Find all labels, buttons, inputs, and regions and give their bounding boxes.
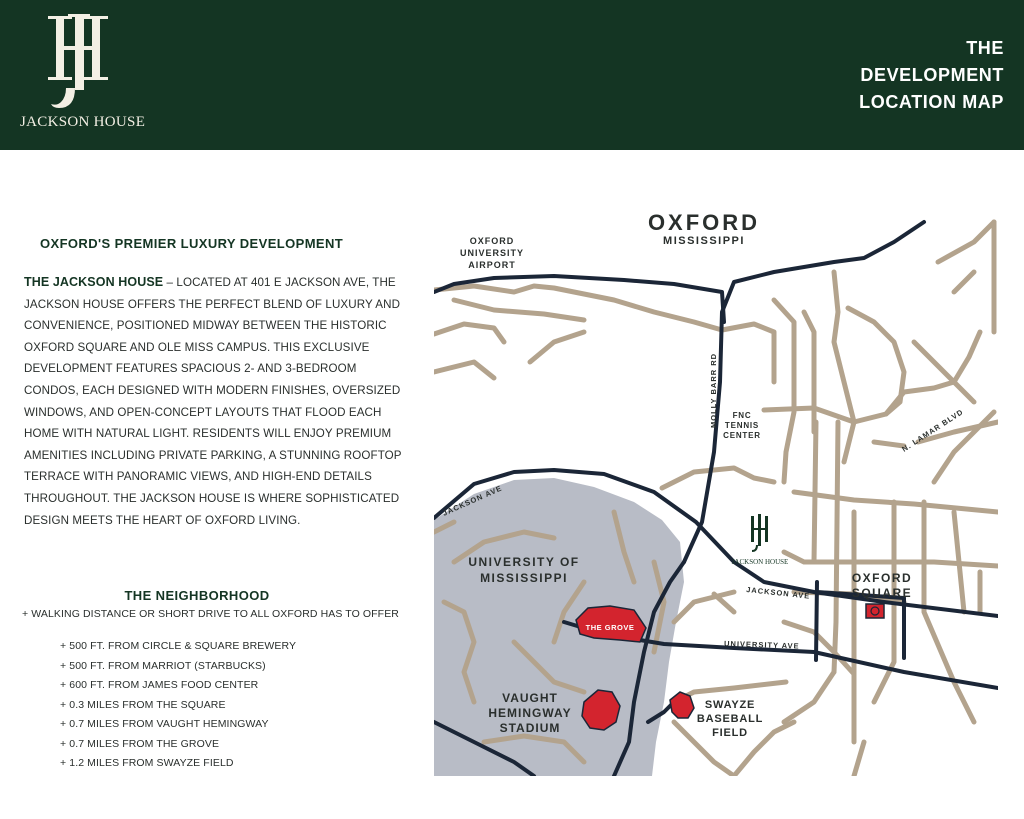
square-label-line: SQUARE xyxy=(851,586,913,600)
state-label: MISSISSIPPI xyxy=(663,235,745,247)
university-label-line: UNIVERSITY OF xyxy=(468,555,580,569)
stadium-label-line: VAUGHT xyxy=(502,691,558,705)
airport-label-line: UNIVERSITY xyxy=(459,248,525,258)
university-label-line: MISSISSIPPI xyxy=(480,571,568,585)
stadium-label-line: STADIUM xyxy=(499,721,561,735)
jackson-house-monogram-logo xyxy=(44,14,116,112)
intro-heading: OXFORD'S PREMIER LUXURY DEVELOPMENT xyxy=(40,236,344,251)
airport-label-line: AIRPORT xyxy=(468,260,516,270)
baseball-label-line: BASEBALL xyxy=(696,713,764,725)
neighborhood-heading: THE NEIGHBORHOOD xyxy=(124,588,270,603)
title-line: LOCATION MAP xyxy=(859,92,1004,112)
jackson-ave-east-label: JACKSON AVE xyxy=(745,585,811,601)
distance-item: + 500 FT. FROM CIRCLE & SQUARE BREWERY xyxy=(60,637,296,657)
tennis-label-line: FNC xyxy=(732,411,752,420)
tennis-label-line: TENNIS xyxy=(724,421,760,430)
square-label xyxy=(852,571,912,600)
title-line: DEVELOPMENT xyxy=(860,65,1004,85)
distance-list xyxy=(60,637,296,774)
jackson-house-marker-label: JACKSON HOUSE xyxy=(731,558,789,566)
baseball-label-line: SWAYZE xyxy=(704,699,756,711)
map-canvas xyxy=(434,182,998,776)
tennis-label-line: CENTER xyxy=(723,431,761,440)
location-map xyxy=(434,182,998,776)
distance-item: + 500 FT. FROM MARRIOT (STARBUCKS) xyxy=(60,657,296,677)
square-landmark xyxy=(866,604,884,618)
square-label-line: OXFORD xyxy=(851,571,913,585)
distance-item: + 0.7 MILES FROM THE GROVE xyxy=(60,735,296,755)
distance-item: + 0.7 MILES FROM VAUGHT HEMINGWAY xyxy=(60,715,296,735)
brand-name: JACKSON HOUSE xyxy=(20,114,146,130)
university-ave-label: UNIVERSITY AVE xyxy=(723,639,800,651)
intro-paragraph xyxy=(24,272,404,531)
molly-barr-road-label: MOLLY BARR RD xyxy=(709,352,718,428)
baseball-label-line: FIELD xyxy=(712,727,748,739)
document-title xyxy=(859,35,1004,116)
airport-label-line: OXFORD xyxy=(469,236,515,246)
neighborhood-subheading: + WALKING DISTANCE OR SHORT DRIVE TO ALL OXFORD HAS TO OFFER xyxy=(22,608,399,620)
intro-lead: THE JACKSON HOUSE xyxy=(24,275,164,289)
title-line: THE xyxy=(966,38,1004,58)
jackson-ave-west-label: JACKSON AVE xyxy=(441,483,504,518)
stadium-label-line: HEMINGWAY xyxy=(488,706,572,720)
distance-item: + 1.2 MILES FROM SWAYZE FIELD xyxy=(60,754,296,774)
n-lamar-road-label: N. LAMAR BLVD xyxy=(900,407,966,454)
city-label: OXFORD xyxy=(647,210,761,235)
distance-item: + 0.3 MILES FROM THE SQUARE xyxy=(60,696,296,716)
header-banner xyxy=(0,0,1024,150)
grove-label: THE GROVE xyxy=(585,623,635,632)
distance-item: + 600 FT. FROM JAMES FOOD CENTER xyxy=(60,676,296,696)
intro-body: – LOCATED AT 401 E JACKSON AVE, THE JACKSON HOUSE OFFERS THE PERFECT BLEND OF LUXURY AND CONVENIENCE, POSITIONED MIDWAY BETWEEN THE HISTORIC OXFORD SQUARE AND OLE MISS CAMPUS. THIS EXCLUSIVE DEVELOPMENT FEATURES SPACIOUS 2- AND 3-BEDROOM CONDOS, EACH DESIGNED WITH MODERN FINISHES, OVERSIZED WINDOWS, AND OPEN-CONCEPT LAYOUTS THAT FLOOD EACH HOME WITH NATURAL LIGHT. RESIDENTS WILL ENJOY PREMIUM AMENITIES INCLUDING PRIVATE PARKING, A STUNNING ROOFTOP TERRACE WITH PANORAMIC VIEWS, AND HIGH-END DETAILS THROUGHOUT. THE JACKSON HOUSE IS WHERE SOPHISTICATED DESIGN MEETS THE HEART OF OXFORD LIVING. xyxy=(24,276,402,527)
